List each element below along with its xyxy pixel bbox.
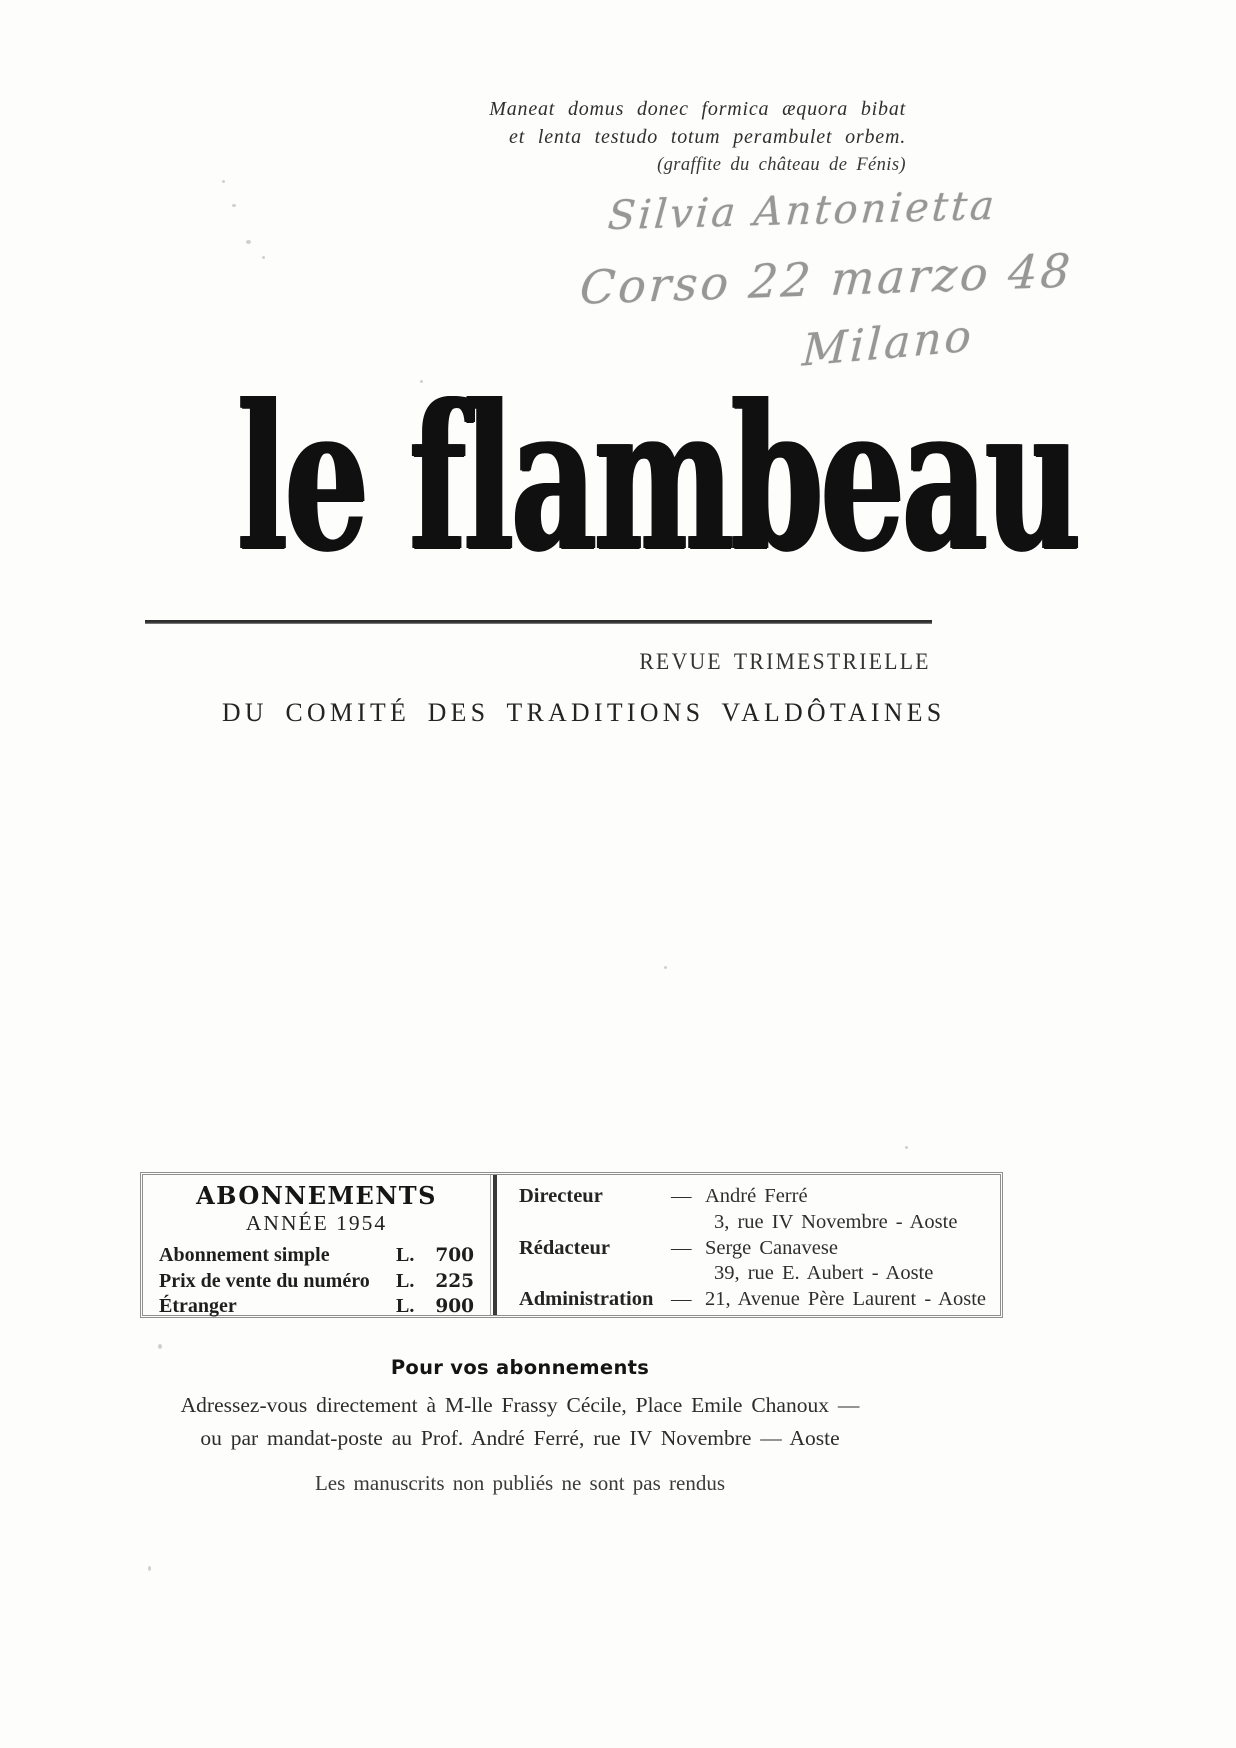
staff-role: Directeur (518, 1185, 603, 1207)
price-row (159, 1243, 474, 1269)
staff-value: André Ferré (704, 1185, 808, 1207)
manuscripts-note: Les manuscrits non publiés ne sont pas rendus (314, 1471, 726, 1495)
price-row (159, 1294, 474, 1320)
subscription-info-box (140, 1172, 1003, 1318)
scan-speck (420, 380, 423, 383)
staff-row (519, 1236, 986, 1262)
scan-speck (262, 256, 265, 259)
footer-heading: Pour vos abonnements (390, 1356, 650, 1379)
price-value: 700 (435, 1245, 475, 1266)
scan-speck (158, 1344, 162, 1349)
scan-speck (246, 240, 251, 244)
handwritten-address: Corso 22 marzo 48 (578, 243, 1075, 315)
epigraph-line-1: Maneat domus donec formica æquora bibat (489, 98, 906, 120)
footer-line-1: Adressez-vous directement à M-lle Frassy Cécile, Place Emile Chanoux — (180, 1393, 860, 1417)
dash: — (670, 1185, 692, 1207)
subtitle-comite: DU COMITÉ DES TRADITIONS VALDÔTAINES (222, 697, 946, 727)
staff-role: Rédacteur (518, 1236, 611, 1259)
subtitle-revue-trimestrielle: REVUE TRIMESTRIELLE (639, 649, 931, 675)
price-value: 225 (435, 1270, 475, 1292)
staff-value: 21, Avenue Père Laurent - Aoste (704, 1288, 986, 1311)
price-value: 900 (435, 1296, 475, 1317)
epigraph-line-2: et lenta testudo totum perambulet orbem. (509, 126, 906, 148)
currency: L. (396, 1295, 415, 1317)
dash: — (670, 1236, 692, 1259)
price-row (159, 1269, 474, 1295)
price-label: Étranger (159, 1295, 237, 1317)
dash: — (670, 1288, 692, 1311)
staff-row (519, 1287, 986, 1313)
staff-role: Administration (518, 1288, 654, 1311)
footer-instructions (110, 1389, 930, 1454)
staff-address: 3, rue IV Novembre - Aoste (713, 1210, 958, 1233)
staff-row (519, 1210, 986, 1236)
staff-panel (497, 1175, 1000, 1315)
handwritten-name: Silvia Antonietta (606, 182, 999, 240)
epigraph-attribution: (graffite du château de Fénis) (657, 155, 906, 175)
epigraph (426, 95, 906, 179)
scan-speck (222, 180, 225, 183)
footer-line-2: ou par mandat-poste au Prof. André Ferré, rue IV Novembre — Aoste (200, 1425, 840, 1450)
magazine-title: le flambeau (237, 361, 1078, 596)
subscriptions-year: ANNÉE 1954 (245, 1211, 388, 1235)
currency: L. (396, 1244, 415, 1266)
horizontal-rule (145, 620, 932, 624)
subscriptions-panel (143, 1175, 491, 1315)
staff-value: Serge Canavese (704, 1236, 838, 1259)
subscriptions-heading: ABONNEMENTS (196, 1181, 437, 1210)
staff-row (519, 1184, 986, 1210)
scan-speck (905, 1146, 908, 1149)
staff-address: 39, rue E. Aubert - Aoste (713, 1262, 934, 1285)
price-label: Abonnement simple (159, 1244, 330, 1266)
subscription-price-list (159, 1243, 474, 1320)
staff-row (519, 1261, 986, 1287)
scan-speck (148, 1566, 151, 1571)
scan-speck (664, 966, 667, 969)
price-label: Prix de vente du numéro (159, 1269, 370, 1292)
scan-speck (232, 204, 236, 207)
currency: L. (396, 1269, 415, 1292)
handwritten-city: Milano (800, 310, 976, 377)
